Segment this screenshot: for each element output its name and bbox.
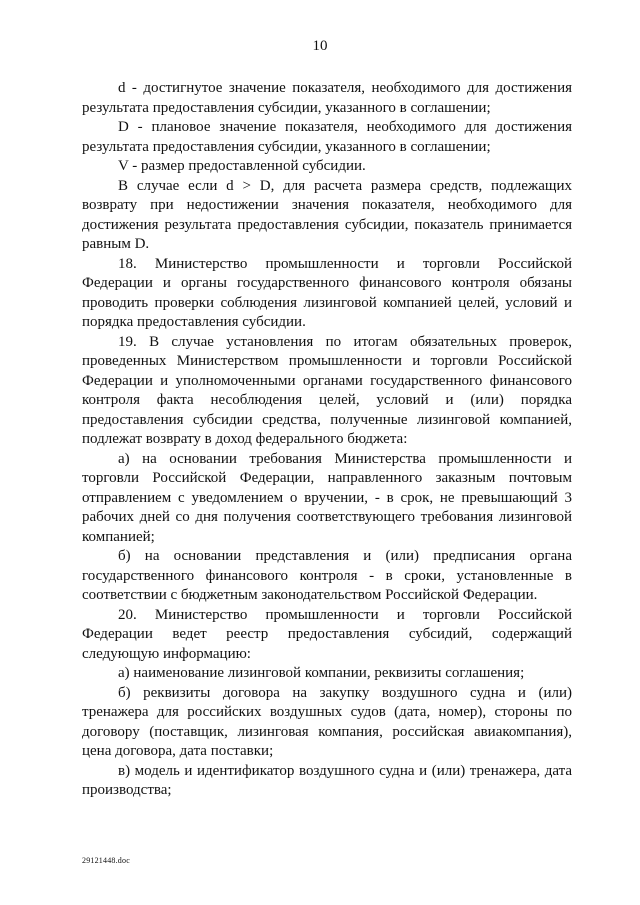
paragraph-d-definition: d - достигнутое значение показателя, необходимого для достижения результата предоставления субсидии, указанного в соглашении; [82, 80, 572, 116]
document-footer-filename: 29121448.doc [82, 856, 130, 865]
paragraph-d-greater-case: В случае если d > D, для расчета размера средств, подлежащих возврату при недостижении значения показателя, необходимого для достижения результата предоставления субсидии, показатель принимается равным D. [82, 177, 572, 252]
paragraph-item-19-b: б) на основании представления и (или) предписания органа государственного финансового контроля - в сроки, установленные в соответствии с бюджетным законодательством Российской Федерации. [82, 548, 572, 603]
paragraph-item-19: 19. В случае установления по итогам обязательных проверок, проведенных Министерством промышленности и торговли Российской Федерации и уполномоченными органами государственного финансового контроля факта несоблюдения целей, условий и (или) порядка предоставления субсидии средства, полученные лизинговой компанией, подлежат возврату в доход федерального бюджета: [82, 333, 572, 447]
paragraph-item-19-a: а) на основании требования Министерства промышленности и торговли Российской Федерации, направленного заказным почтовым отправлением с уведомлением о вручении, - в срок, не превышающий 3 рабочих дней со дня получения соответствующего требования лизинговой компанией; [82, 450, 572, 545]
document-body [82, 79, 572, 801]
paragraph-item-18: 18. Министерство промышленности и торговли Российской Федерации и органы государственного финансового контроля обязаны проводить проверки соблюдения лизинговой компанией целей, условий и порядка предоставления субсидии. [82, 255, 572, 330]
paragraph-item-20-a: а) наименование лизинговой компании, реквизиты соглашения; [118, 665, 525, 681]
paragraph-item-20-v: в) модель и идентификатор воздушного судна и (или) тренажера, дата производства; [82, 762, 572, 798]
paragraph-item-20: 20. Министерство промышленности и торговли Российской Федерации ведет реестр предоставления субсидий, содержащий следующую информацию: [82, 606, 572, 662]
paragraph-v-definition: V - размер предоставленной субсидии. [118, 158, 366, 174]
paragraph-item-20-b: б) реквизиты договора на закупку воздушного судна и (или) тренажера для российских воздушных судов (дата, номер), стороны по договору (поставщик, лизинговая компания, российская авиакомпания), цена договора, дата поставки; [82, 684, 572, 759]
page-number: 10 [312, 38, 328, 54]
paragraph-big-d-definition: D - плановое значение показателя, необходимого для достижения результата предоставления субсидии, указанного в соглашении; [82, 119, 572, 155]
